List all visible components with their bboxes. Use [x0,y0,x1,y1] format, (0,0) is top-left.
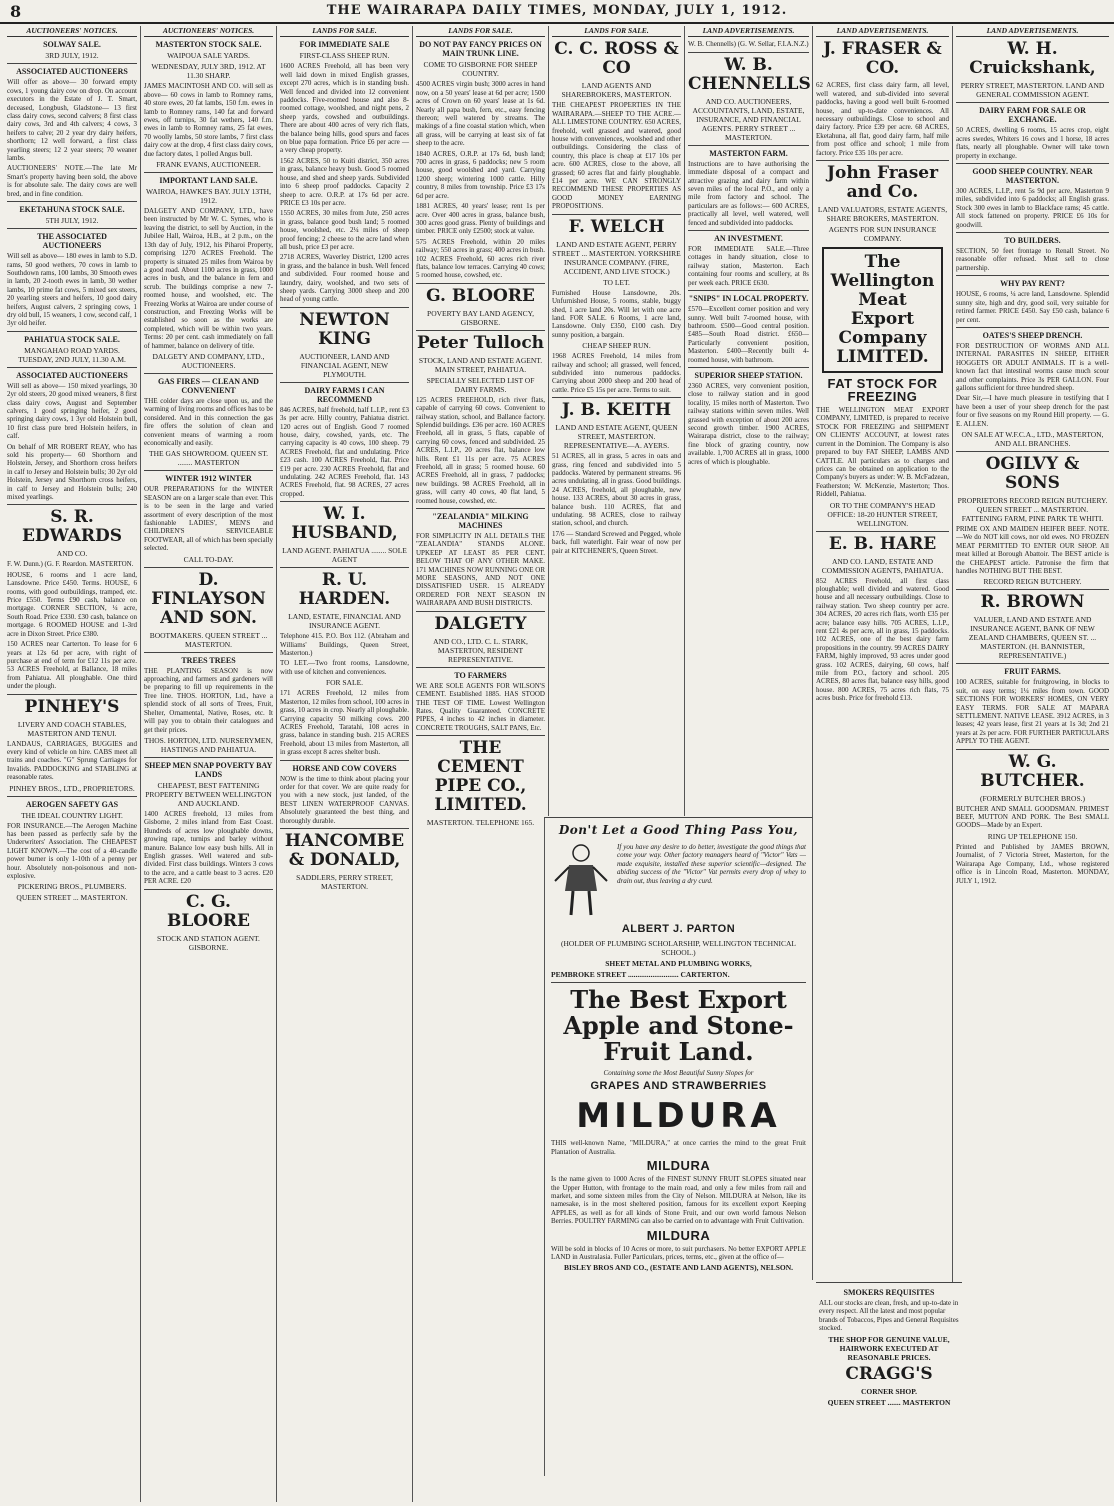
section-header: AUCTIONEERS' NOTICES. [144,27,273,37]
ad-text: 1840 ACRES, O.R.P. at 17s 6d, bush land; 700 acres in grass, 6 paddocks; new 5 room house, good woolshed and yard. Carrying 1200 sheep; wintering 1000 cattle. Hilly country, 8 miles from township. Price £3 17s 6d per acre. [416,149,545,200]
column-1 [4,26,140,1502]
divider [144,567,273,568]
ad-text: 300 ACRES, L.I.P., rent 5s 9d per acre, Masterton 9 miles, subdivided into 6 paddocks; all English grass. Stock 300 ewes in lamb to Blackface rams; 45 cattle. All stock fattened on property. PRICE £6 10s for goodwill. [956,187,1109,229]
ad-subheading: TO LET. [603,277,630,287]
ad-subheading: AUCTIONEER, LAND AND FINANCIAL AGENT, NEW PLYMOUTH. [299,351,390,379]
ad-text: 17/6 — Standard Screwed and Pegged, whole back, full waterlight. Fair wear of now per pair at KITCHENER'S, Queen Street. [552,529,681,555]
ad-subheading: LAND AND ESTATE AGENT, QUEEN STREET, MASTERTON. REPRESENTATIVE—A. AYERS. [555,423,678,451]
ad-text: Instructions are to have authorising the immediate disposal of a compact and attractive grazing and dairy farm within seven miles of the local P.O., and only a mile from factory and school. The particulars are as follows:— 600 ACRES, practically all level, well watered, well fenced and subdivided into paddocks. [688,159,809,227]
ad-heading: ASSOCIATED AUCTIONEERS [16,370,128,380]
ad-subheading: QUEEN STREET ... MASTERTON. [16,893,128,903]
ad-subheading: AND CO. [56,549,88,559]
ad-subheading: RING UP TELEPHONE 150. [987,831,1078,841]
ad-text: F. W. Dunn.) (G. F. Reardon. MASTERTON. [7,560,134,569]
best-export-heading: The Best Export Apple and Stone-Fruit Land. [563,985,794,1066]
ad-subheading: LAND AND ESTATE AGENT, PERRY STREET ... MASTERTON. YORKSHIRE INSURANCE COMPANY. (FIRE, ACCIDENT, AND LIVE STOCK.) [552,239,681,276]
ad-subheading: BOOTMAKERS. QUEEN STREET ... MASTERTON. [149,630,268,649]
vats-text: If you have any desire to do better, investigate the good things that come your way. Other factory managers heard of "Victor" Vats — made exquisite, installed these superior scientific—designed. The abiding success of the "Victor" Vat permits every drop of whey to drain out, thus leaving a dry curd. [617,843,806,885]
ad-text: 171 ACRES Freehold, 12 miles from Masterton, 12 miles from school, 100 acres in grass, 10 acres in crop. Nearly all ploughable. Carrying capacity 50 milking cows. 200 ACRES Freehold, Taratahi, 108 acres in grass, balance in standing bush. 215 ACRES Freehold, about 13 miles from Masterton, all in grass except 8 acres shelter bush. [280,689,409,757]
ad-text: TO LET.—Two front rooms, Lansdowne, with use of kitchen and conveniences. [280,659,409,676]
divider [416,611,545,612]
ad-heading: TO BUILDERS. [1004,236,1061,246]
mildura-small-heading: MILDURA [646,1158,711,1174]
ad-subheading: THE GAS SHOWROOM. QUEEN ST. ........ MASTERTON [148,449,269,468]
ad-heading: FOR IMMEDIATE SALE [299,40,390,50]
divider [552,397,681,398]
divider [144,172,273,173]
mildura-body: Is the name given to 1000 Acres of the FINEST SUNNY FRUIT SLOPES situated near the Upper Hutton, with frontage to the main road, and only a few miles from rail and market, and some sixteen miles from the City of Nelson. MILDURA at Nelson, like its namesake, is in the most sheltered position, famous for its excellent export Keeping APPLES, as well as for all kinds of Stone Fruit, and our own world famous Nelson Berries. POULTRY FARMING can also be carried on to advantage with Fruit Cultivation. [551,1175,806,1226]
ad-text: OUR PREPARATIONS for the WINTER SEASON are on a larger scale than ever. This is to be seen in the large and varied assortment of every description of the most fashionable LADIES', MEN'S and CHILDREN'S SERVICEABLE FOOTWEAR, all of which has been specially selected. [144,485,273,553]
ad-text: 1400 ACRES freehold, 13 miles from Gisborne, 2 miles inland from East Coast. Hundreds of acres low ploughable downs, growing rape, turnips and barley without manure. Balance low easy bush hills. All in English grasses. Well watered and sub-divided. First class buildings. Winters 3 cows to the acre, and a cattle beast to 3 acres. £20 PER ACRE. £20 [144,809,273,886]
boxed-ad-subheading: FAT STOCK FOR FREEZING [827,376,938,405]
ad-subheading: COME TO GISBORNE FOR SHEEP COUNTRY. [423,60,538,79]
ad-text: THE PLANTING SEASON is now approaching, and farmers and gardeners will be preparing to fill up requirements in the Tree line. THOS. HORTON, Ltd., have a splendid stock of all sorts of Trees, Fruit, Shelter, Ornamental, Native, Roses, etc. It will pay you to obtain their catalogues and get their prices. [144,666,273,734]
divider [956,102,1109,103]
ad-text: FOR INSURANCE.—The Aerogen Machine has been passed as perfectly safe by the Underwriters' Association. The CHEAPEST LIGHT KNOWN.—The cost of a 40-candle power burner is only 1-10th of a penny per hour. Absolutely non-poisonous and non-explosive. [7,821,137,880]
advertiser-name: NEWTON KING [299,309,390,349]
ad-text: FOR DESTRUCTION OF WORMS AND ALL INTERNAL PARASITES IN SHEEP, EITHER HOGGETS OR ADULT ANIMALS. IT is a well-known fact that intestinal worms cause much scour and other complaints. Price 3s PER GALLON. Four gallons sufficient for three hundred sheep. [956,341,1109,392]
ad-text: Furnished House Lansdowne, 20s. Unfurnished House, 5 rooms, stable, buggy shed, 1 acre land 20s. Will let with one acre land. FOR SALE. 6 Rooms, 1 acre land, Lansdowne. Only £350, £100 cash. Dry sunny position, a bargain. [552,288,681,339]
ad-heading: FRUIT FARMS. [1004,667,1061,677]
divider [956,663,1109,664]
ad-text: THE WELLINGTON MEAT EXPORT COMPANY, LIMITED, is prepared to receive STOCK FOR FREEZING and SHIPMENT ON CLIENTS' ACCOUNT, at lowest rates current in the Dominion. The Company is also prepared to buy FAT SHEEP, LAMBS AND CATTLE. All particulars as to charges and prices can be obtained on application to the Company's buyers as under: W. B. McFadzean, Featherston; W. McKenzie, Masterton; Thos. Riddell, Pahiatua. [816,406,949,499]
divider [280,382,409,383]
ad-text: Will offer as above— 30 forward empty cows, 1 young dairy cow on drop. On account executors in the Estate of J. T. Smart, deceased, Longbush, Gladstone— 13 first class dairy cows, second calvers; 8 first class dairy cows, 3rd and 4th calvers; 4 cows, 3 heifers to calve; 20 2 year dry dairy heifers, shorthorn; 12 well forward, a first class yearling steers; 12 2 year steers; 70 weaner lambs. [7,78,137,163]
ad-heading: WINTER 1912 WINTER [165,474,252,484]
ad-subheading: LAND AGENTS AND SHAREBROKERS, MASTERTON. [561,81,672,100]
section-header: LAND ADVERTISEMENTS. [956,27,1109,37]
divider [7,331,137,332]
advertiser-name: HANCOMBE & DONALD, [284,830,405,870]
ad-heading: IMPORTANT LAND SALE. [159,176,258,186]
divider [7,201,137,202]
advertiser-name: W. G. BUTCHER. [980,751,1085,791]
ad-text: 846 ACRES, half freehold, half L.I.P., rent £3 3s per acre. Hilly country, Pahiatua district. 120 acres out of English. Good 7 roomed house, dairy, cowshed, yards, etc. The carrying capacity is 40 cows, 100 sheep. 79 ACRES Freehold, flat and undulating. Price £23 cash. 100 ACRES Freehold, flat. Price £19 per acre. 230 ACRES Freehold, flat and undulating. 242 ACRES Freehold, flat. 143 ACRES Freehold, flat. 98 ACRES, 27 acres cropped. [280,405,409,498]
ad-heading: PAHIATUA STOCK SALE. [24,334,120,344]
divider [280,501,409,502]
ad-text: 125 ACRES FREEHOLD, rich river flats, capable of carrying 60 cows. Convenient to railway station, school, and Ballance factory. Splendid buildings. £36 per acre. 160 ACRES Freehold, all in grass, 5 flats, capable of carrying 60 cows, fenced and subdivided. 25 ACRES, L.I.P., 20 acres flat, balance low hills. Rent £1 11s per acre. 75 ACRES Freehold, all in grass; 5 roomed house. 60 ACRES Freehold, all in grass, 7 paddocks; new buildings. 98 ACRES Freehold, all in grass, will carry 40 cows, 40 flat land, 5 roomed house, cowshed, etc. [416,395,545,505]
ad-text: PRIME OX AND MAIDEN HEIFER BEEF. NOTE.—We do NOT kill cows, nor old ewes. NO FROZEN MEAT PERMITTED TO ENTER OUR SHOP. All meat killed at Borough Abattoir. The BEST article is the CHEAPEST article. Patronise the firm that handles NOTHING BUT THE BEST. [956,524,1109,575]
ad-text: 1968 ACRES Freehold, 14 miles from railway and school; all grassed, well fenced, subdivided into numerous paddocks. Carrying about 2000 sheep and 200 head of cattle. Price £5 15s per acre. Terms to suit. [552,352,681,394]
advertiser-name: R. BROWN [980,592,1085,613]
divider [552,214,681,215]
section-header: AUCTIONEERS' NOTICES. [7,27,137,37]
section-header: LANDS FOR SALE. [416,27,545,37]
ad-heading: ASSOCIATED AUCTIONEERS [16,67,128,77]
ad-subheading: FIRST-CLASS SHEEP RUN. [299,51,390,61]
ad-subheading: THOS. HORTON, LTD. NURSERYMEN, HASTINGS AND PAHIATUA. [144,735,273,754]
advertiser-name: W. H. Cruickshank, [969,39,1096,79]
ad-heading: SOLWAY SALE. [43,40,101,50]
mildura-heading: MILDURA [576,1096,781,1137]
masthead [0,0,1114,24]
column-3 [276,26,412,1502]
ad-subheading: PICKERING BROS., PLUMBERS. [17,882,127,892]
ad-heading: "SNIPS" IN LOCAL PROPERTY. [688,294,809,304]
section-header: LAND ADVERTISEMENTS. [816,27,949,37]
feature-ads [544,817,812,1476]
divider [7,63,137,64]
ad-text: WE ARE SOLE AGENTS FOR WILSON'S CEMENT. Established 1885. HAS STOOD THE TEST OF TIME. Lowest Wellington Rates. Quality Guaranteed. CONCRETE PIPES, 4 inches to 42 inches in diameter. CONCRETE TROUGHS, SALT PANS, Etc. [416,681,545,732]
divider [956,327,1109,328]
advertiser-name: E. B. HARE [828,533,937,554]
section-header: LAND ADVERTISEMENTS. [688,27,809,37]
ad-heading: AN INVESTMENT. [714,234,783,244]
divider [7,694,137,695]
ad-text: Will sell as above— 150 mixed yearlings, 30 2yr old steers, 20 good mixed weaners, 8 first class dairy cows, August and September calvers, 1 good springing heifer, 2 good springing dairy cows, 1 3yr old Holstein bull, 10 first class pure bred Holstein heifers, in calf. [7,381,137,441]
smokers-ad [816,1282,962,1502]
ad-text: THE CHEAPEST PROPERTIES IN THE WAIRARAPA.—SHEEP TO THE ACRE.—ALL LIMESTONE COUNTRY. 650 ACRES, freehold, well grassed and watered, good house with conveniences, woolshed and other outbuildings. Considering the class of country, this place is cheap at £17 10s per acre. 600 ACRES, close to the above, all grassed; 60 acres flat and fairly ploughable. £14 per acre. WE CAN STRONGLY RECOMMEND THESE PROPERTIES AS GOOD MONEY EARNING PROPOSITIONS. [552,101,681,211]
ad-heading: GAS FIRES — CLEAN AND CONVENIENT [158,376,259,395]
mildura-terms: Will be sold in blocks of 10 Acres or more, to suit purchasers. No better EXPORT APPLE LAND in Australasia. Fuller Particulars, prices, terms, etc., given at the office of— [551,1244,806,1262]
ad-subheading: PERRY STREET, MASTERTON. LAND AND GENERAL COMMISSION AGENT. [960,81,1105,100]
grapes-heading: GRAPES AND STRAWBERRIES [590,1080,767,1093]
ad-text: Dear Sir,—I have much pleasure in testifying that I have been a user of your sheep drench for the past four or five seasons on my Round Hill property. — G. E. ALLEN. [956,394,1109,428]
ad-text: 51 ACRES, all in grass, 5 acres in oats and grass, ring fenced and subdivided into 5 paddocks. Watered by permanent streams. 96 acres undulating, all in grass. Good buildings. 24 ACRES, freehold, all ploughable, new house. 133 ACRES, about 30 acres in grass, balance bush. 110 ACRES, flat and undulating. 98 ACRES, close to railway station, school, and church. [552,452,681,528]
divider [688,230,809,231]
ad-text: SECTION, 50 feet frontage to Renall Street. No reasonable offer refused. Must sell to close partnership. [956,247,1109,272]
advertiser-name: W. B. CHENNELLS [688,54,811,94]
divider [144,470,273,471]
ad-text: HOUSE, 6 rooms and 1 acre land, Lansdowne. Price £450. Terms. HOUSE, 6 rooms, with good outbuildings, tramped, etc. Price £550. Terms £90 cash, balance on mortgage. CORNER SECTION, ¼ acre, South Road. Price £330. £30 cash, balance on mortgage. 6 ROOMED HOUSE and 1-3rd acre in Dixon Street. Price £380. [7,570,137,638]
advertiser-name: F. WELCH [568,216,665,237]
ad-subheading: LIVERY AND COACH STABLES, MASTERTON AND TENUI. [17,719,127,738]
ad-heading: TO FARMERS [454,670,507,680]
ad-subheading: 3RD JULY, 1912. [45,51,99,61]
column-4 [412,26,548,1502]
ad-text: Will sell as above— 180 ewes in lamb to S.D. rams, 50 good wethers, 70 cows in lamb to Southdown rams, 100 lambs, 30 Smooth ewes in lamb, 20 2-tooth ewes in lamb, 30 wether lambs, 10 prime fat cows, 5 mixed sex steers, 20 yearling steers and heifers, 10 good dairy heifers, August calvers, 2 springing cows, 1 dry old bull, 15 weaners, 1 cow, second calf, 1 3yr old heifer. [7,252,137,328]
ad-subheading: CHEAPEST, BEST FATTENING PROPERTY BETWEEN WELLINGTON AND AUCKLAND. [145,780,272,808]
ad-subheading: AND CO. LAND, ESTATE AND COMMISSION AGENTS, PAHIATUA. [821,556,944,575]
advertiser-name: D. FINLAYSON AND SON. [151,569,266,628]
divider [144,889,273,890]
mildura-intro: THIS well-known Name, "MILDURA," at once carries the mind to the great Fruit Plantation of Australia. [551,1139,806,1156]
ad-text: 2718 ACRES, Waverley District, 1200 acres in grass, and the balance in bush. Well fenced and subdivided. Four roomed house and laundry, dairy, woolshed, and two sets of sheep yards. Carrying 3000 sheep and 200 head of young cattle. [280,253,409,304]
ad-text: 50 ACRES, dwelling 6 rooms, 15 acres crop, eight acres swedes, Whiters 16 cows and 1 horse, 18 acres flats, nearly all ploughable. Owner will take town property in exchange. [956,126,1109,160]
ad-subheading: AND CO. AUCTIONEERS, ACCOUNTANTS, LAND, ESTATE, INSURANCE, AND FINANCIAL AGENTS. PERRY STREET ... MASTERTON. [692,96,805,142]
divider [956,749,1109,750]
divider [956,275,1109,276]
ad-subheading: WAIROA, HAWKE'S BAY. JULY 13TH, 1912. [146,187,271,206]
section-header: LANDS FOR SALE. [280,27,409,37]
advertiser-name: G. BLOORE [426,285,535,306]
ad-text: FOR IMMEDIATE SALE.—Three cottages in handy situation, close to railway station, Masterton. Each containing four rooms and scullery, at 8s per week each. PRICE £630. [688,245,809,287]
ad-subheading: SADDLERS, PERRY STREET, MASTERTON. [296,872,393,891]
ad-heading: SHEEP MEN SNAP POVERTY BAY LANDS [144,760,273,779]
ad-subheading: PINHEY BROS., LTD., PROPRIETORS. [9,783,135,793]
divider [144,652,273,653]
ad-text: Printed and Published by JAMES BROWN, Journalist, of 7 Victoria Street, Masterton, for the Wairarapa Age Company, Ltd., whose registered office is in Lincoln Road, Masterton. MONDAY, JULY 1, 1912. [956,842,1109,885]
ad-text: 150 ACRES near Carterton. To lease for 6 years at 12s 6d per acre, with right of purchase at end of term for £12 11s per acre. 53 ACRES Freehold, at Ballance, 18 miles from Pahiatua. All ploughable. One third under the plough. [7,640,137,691]
ad-subheading: AND CO., LTD. C. L. STARK, MASTERTON, RESIDENT REPRESENTATIVE. [433,636,528,664]
ad-text: 1881 ACRES, 40 years' lease; rent 1s per acre. Over 400 acres in grass, balance bush, 300 acres good grass. Plenty of buildings and timber. PRICE only £2500; stock at value. [416,202,545,236]
ad-subheading: LAND VALUATORS, ESTATE AGENTS, SHARE BROKERS, MASTERTON. [817,205,948,224]
ad-subheading: MASTERTON. TELEPHONE 165. [426,818,535,828]
divider [956,589,1109,590]
divider [280,828,409,829]
divider [280,567,409,568]
ad-heading: DO NOT PAY FANCY PRICES ON MAIN TRUNK LINE. [419,40,542,59]
advertiser-name: OGILVY & SONS [985,453,1080,493]
parton-trade: SHEET METAL AND PLUMBING WORKS, [605,959,752,968]
ad-text: NOW is the time to think about placing your order for that cover. We are quite ready for you with a new stock, just landed, of the BEST LINEN WATERPROOF CANVAS. Absolutely guaranteed the best thing, and thoroughly durable. [280,774,409,825]
ad-subheading: CHEAP SHEEP RUN. [582,341,651,351]
ad-subheading: RECORD REIGN BUTCHERY. [983,577,1082,587]
divider [7,228,137,229]
ad-subheading: 5TH JULY, 1912. [45,216,99,226]
ad-text: DALGETY AND COMPANY, LTD., have been instructed by Mr W. C. Symes, who is leaving the district, to sell by Auction, in the Jubilee Hall, Wairoa, H.B., at 2 p.m., on the 13th day of July, 1912, his Piharoi Property, comprising 1270 ACRES Freehold. The property is situated 25 miles from Wairoa by a good road. About 1100 acres in grass, 1000 acres in bush, and the balance in fern and scrub. The buildings comprise a new 7-roomed house, and woolshed, etc. The Freezing Works at Wairoa are under course of construction, and Freezing Works will be established so soon as the works are completed, which will be within two years. Terms: 20 per cent. cash immediately on fall of hammer, balance on delivery of title. [144,207,273,350]
divider [280,760,409,761]
ad-subheading: ON SALE AT W.F.C.A., LTD., MASTERTON, AND ALL BRANCHES. [961,429,1104,448]
ad-subheading: FOR SALE. [325,678,364,688]
divider [688,145,809,146]
smokers-shop: THE SHOP FOR GENUINE VALUE, HAIRWORK EXECUTED AT REASONABLE PRICES. [828,1334,950,1362]
divider [416,667,545,668]
ad-subheading: CALL TO-DAY. [183,554,234,564]
advertiser-name: DALGETY [434,613,527,634]
divider [416,283,545,284]
ad-heading: MASTERTON FARM. [709,148,788,158]
ad-text: FOR SIMPLICITY IN ALL DETAILS THE "ZEALANDIA" STANDS ALONE. UPKEEP AT LEAST 85 PER CENT. BELOW THAT OF ANY OTHER MAKE. 171 MACHINES NOW RUNNING ONE OR MORE SEASONS, AND NOT ONE DISSATISFIED USER. 15 ALREADY ORDERED FOR NEXT SEASON IN WAIRARAPA AND BUSH DISTRICTS. [416,532,545,608]
ad-heading: THE ASSOCIATED AUCTIONEERS [37,232,107,251]
advertiser-name: PINHEY'S [24,696,120,717]
column-8 [952,26,1112,1502]
containing-text: Containing some the Most Beautiful Sunny Slopes for [603,1069,754,1077]
boxed-ad-heading: The Wellington Meat Export Company LIMITED. [822,247,943,373]
ad-subheading: POVERTY BAY LAND AGENCY, GISBORNE. [427,308,534,327]
dont-let-heading: Don't Let a Good Thing Pass You, [558,823,799,837]
ad-subheading: DALGETY AND COMPANY, LTD., AUCTIONEERS. [152,351,265,370]
column-7 [812,26,952,1280]
advertiser-name: W. I. HUSBAND, [291,504,398,544]
mildura-small-heading-2: MILDURA [646,1227,711,1243]
advertiser-name: S. R. EDWARDS [21,507,123,547]
divider [956,232,1109,233]
ad-text: HOUSE, 6 rooms, ¼ acre land, Lansdowne. Splendid sunny site, high and dry, good soil, very suitable for retired farmer. PRICE £450. Say £50 cash, balance 6 per cent. [956,290,1109,324]
ad-text: JAMES MACINTOSH AND CO. will sell as above— 60 cows in lamb to Romney rams, 40 store ewes, 20 fat lambs, 150 f.m. ewes in lamb to Romney rams, 140 fat and forward ewes, off turnips, 30 fat wethers, 140 f.m. ewes in lamb to Romney rams, 25 fat ewes, 70 woolly lambs, 50 store lambs, 7 first class dairy cow at the drop, 4 first class dairy cows, due factory dates, 1 polled Angus bull. [144,82,273,158]
parton-address: PEMBROKE STREET ........................... CARTERTON. [551,970,730,979]
divider [956,163,1109,164]
divider [816,160,949,161]
divider [416,735,545,736]
divider [7,796,137,797]
page-number: 8 [10,2,22,21]
ad-text: 62 ACRES, first class dairy farm, all level, well watered, and sub-divided into several paddocks, having a good well built 6-roomed house, and up-to-date conveniences. All necessary outbuildings. Close to school and dairy factory. Price £39 per acre. 68 ACRES, Eketahuna, all flat, good dairy farm, half mile from post office and school; 1 mile from factory. Price £35 10s per acre. [816,81,949,157]
column-6 [684,26,812,816]
ad-subheading: STOCK, LAND AND ESTATE AGENT. MAIN STREET, PAHIATUA. [418,355,543,374]
ad-subheading: THE IDEAL COUNTRY LIGHT. [21,810,123,820]
ad-heading: WHY PAY RENT? [1000,279,1065,289]
ad-subheading: MANGAHAO ROAD YARDS. TUESDAY, 2ND JULY, 11.30 A.M. [18,345,126,364]
ad-text: 1600 ACRES Freehold, all has been very well laid down in mixed English grasses, except 270 acres, which is in standing bush. Well fenced and divided into 12 convenient paddocks. Five-roomed house and also 8-roomed cottage, woolshed, and night pens, 2 sheep yards, cowshed and outbuildings. There are about 400 acres of very rich flats, the balance being hills, good spurs and faces on blue papa formation. Price £6 per acre — a very cheap property. [280,62,409,155]
divider [280,307,409,308]
smokers-heading: SMOKERS REQUISITES [843,1288,935,1297]
advertiser-name: Peter Tulloch [416,332,545,353]
divider [688,52,809,53]
ad-subheading: WAIPOUA SALE YARDS. [167,51,250,61]
ad-subheading: (FORMERLY BUTCHER BROS.) [979,793,1086,803]
ad-heading: "ZEALANDIA" MILKING MACHINES [432,512,529,531]
advertiser-name: J. FRASER & CO. [823,39,942,79]
victor-vats-ad [551,841,806,919]
parton-sub: (HOLDER OF PLUMBING SCHOLARSHIP, WELLINGTON TECHNICAL SCHOOL.) [560,939,796,957]
advertiser-name: R. U. HARDEN. [298,570,391,610]
craggs-heading: CRAGG'S [845,1363,933,1384]
divider [144,757,273,758]
ad-heading: HORSE AND COW COVERS [292,763,397,773]
ad-text: 2360 ACRES, very convenient position, close to railway station and in good locality, 15 miles north of Masterton. Two railway stations within seven miles. Well grassed with exception of about 200 acres second growth timber. 1900 ACRES, Wairarapa district, close to the railway; fine block of grazing country, now available. 1,700 ACRES all in grass, 1000 acres of which is ploughable. [688,381,809,466]
divider [7,504,137,505]
ad-subheading: AGENTS FOR SUN INSURANCE COMPANY. [828,225,937,244]
column-2 [140,26,276,1502]
advertiser-name: C. G. BLOORE [166,891,251,931]
advertiser-name: C. C. ROSS & CO [554,39,679,79]
ad-text: On behalf of MR ROBERT REAY, who has sold his property— 60 Shorthorn and Holstein, Jersey, and Shorthorn cross heifers in calf to Jersey and Holstein bulls; 30 2yr old Holstein, Jersey and Shorthorn cross heifers, in calf to Jersey and Holstein bulls; 240 mixed yearlings. [7,442,137,502]
divider [688,290,809,291]
advertiser-name: THE CEMENT PIPE CO., LIMITED. [434,738,527,816]
advertiser-name: J. B. KEITH [561,400,672,421]
ad-text: £570—Excellent corner position and very sunny. Well built 7-roomed house, with bathroom. £500—Good central position. £485—South Road district. £650—Particularly convenient position, Masterton. £400—Recently built 4-roomed house, with bathroom. [688,305,809,364]
ad-text: 575 ACRES Freehold, within 20 miles railway; 550 acres in grass; 400 acres in bush. 102 ACRES Freehold, 60 acres rich river flats, balance low terraces. Carrying 40 cows; 5 roomed house, cowshed, etc. [416,237,545,280]
divider [416,330,545,331]
mildura-agents: BISLEY BROS AND CO., (ESTATE AND LAND AGENTS), NELSON. [563,1263,794,1273]
ad-text: Telephone 415. P.O. Box 112. (Abraham and Williams' Buildings, Queen Street, Masterton.) [280,632,409,658]
ad-text: 852 ACRES Freehold, all first class ploughable; well divided and watered. Good house and all necessary outbuildings. Close to railway station. Two sheep country per acre. 304 ACRES, 20 acres rich flats, worth £35 per acre; balance easy hills. 705 ACRES, L.I.P., rent £21 4s per acre, all in grass, 15 paddocks. 102 ACRES, one of the best dairy farm propositions in the country. 99 ACRES DAIRY FARM, highly improved, 93 acres under good grass. 102 ACRES, dairying, 60 cows, half mile from P.O., factory and school. 205 ACRES, 80 acres flat, balance easy hills, good house. 800 ACRES, 75 acres rich flats, 75 acres bush. Price for freehold £13. [816,576,949,703]
craggs-sub: CORNER SHOP. [861,1386,917,1396]
ad-subheading: LAND AGENT. PAHIATUA ........ SOLE AGENT [282,546,407,565]
ad-heading: TREES TREES [181,655,236,665]
ad-subheading: STOCK AND STATION AGENT. GISBORNE. [157,933,260,952]
ad-heading: DAIRY FARM FOR SALE OR EXCHANGE. [979,106,1086,125]
ad-text: 4500 ACRES virgin bush; 3000 acres in hand now, on a 50 years' lease at 6d per acre; 1500 acres of Crown on 60 years' lease at 1s 6d. Nearly all papa bush, fern, etc., easy fencing thereon; well watered by streams. The makings of a fine coastal station which, when all grass, will be carrying at least six of fat sheep to the acre. [416,80,545,148]
ad-text: THE colder days are close upon us, and the warming of living rooms and offices has to be considered. And in this connection the gas fire offers the solution of clean and convenient means of warming a room economically and easily. [144,396,273,447]
ad-subheading: WEDNESDAY, JULY 3RD, 1912. AT 11.30 SHARP. [151,62,266,81]
ad-text: W. B. Chennells) (G. W. Sellar, F.I.A.N.Z.) [688,40,809,49]
ad-heading: DAIRY FARMS I CAN RECOMMEND [304,385,385,404]
ad-text: 1550 ACRES, 30 miles from Jute, 250 acres in grass, balance good bush land; 5 roomed house, woolshed, etc. 2¼ miles of sheep proof fencing; 2 cheese to the acre land when all bush, price £3 per acre. [280,209,409,251]
ad-subheading: OR TO THE COMPANY'S HEAD OFFICE: 18-20 HUNTER STREET, WELLINGTON. [827,500,938,528]
column-5 [548,26,684,816]
divider [551,982,806,983]
divider [7,367,137,368]
ad-heading: GOOD SHEEP COUNTRY. NEAR MASTERTON. [972,167,1093,186]
ad-text: AUCTIONEERS' NOTE.—The late Mr Smart's property having been sold, the above is for absolute sale. The dairy cows are well bred, and in fine condition. [7,164,137,198]
divider [816,531,949,532]
man-figure-icon [551,841,611,919]
ad-heading: AEROGEN SAFETY GAS [25,799,119,809]
ad-heading: OATES'S SHEEP DRENCH. [982,330,1083,340]
smokers-body: ALL our stocks are clean, fresh, and up-to-date in every respect. All the latest and most popular brands of Tobaccos, Pipes and General Requisites stocked. [819,1299,959,1333]
ad-subheading: SPECIALLY SELECTED LIST OF DAIRY FARMS. [426,375,535,394]
craggs-address: QUEEN STREET ....... MASTERTON [827,1397,951,1407]
ad-heading: SUPERIOR SHEEP STATION. [694,370,803,380]
ad-subheading: PROPRIETORS RECORD REIGN BUTCHERY. QUEEN STREET ... MASTERTON. FATTENING FARM, PINE PARK TE WHITI. [957,495,1108,523]
ad-text: BUTCHER AND SMALL GOODSMAN. PRIMEST BEEF, MUTTON AND PORK. The Best SMALL GOODS—Made by an Expert. [956,804,1109,830]
masthead-heading: THE WAIRARAPA DAILY TIMES, MONDAY, JULY 1, 1912. [326,3,788,18]
ad-subheading: FRANK EVANS, AUCTIONEER. [156,160,261,170]
ad-text: 1562 ACRES, 50 to Kuiti district, 350 acres in grass, balance heavy bush. Good 5 roomed house, and shed and sheep yards. Subdivided into 6 sheep proof paddocks. Capacity 2 sheep to acre. O.R.P. at 17s 6d per acre. PRICE £3 10s per acre. [280,156,409,207]
divider [956,451,1109,452]
ad-text: 100 ACRES, suitable for fruitgrowing, in blocks to suit, on easy terms; 1¼ miles from town. GOOD SECTIONS FOR WORKERS' HOMES, ON VERY EASY TERMS. FOR SALE AT MAPARA SETTLEMENT. NATIVE LEASE. 3912 ACRES, in 3 leases; 42 years lease, first 21 years at 1s 3d; 2nd 21 years at 2s per acre. FOR FURTHER PARTICULARS APPLY TO THE AGENT. [956,678,1109,746]
ad-text: LANDAUS, CARRIAGES, BUGGIES and every kind of vehicle on hire. CABS meet all trains and coaches. "G" Sprung Carriages for Invalids. PADDOCKING and STABLING at reasonable rates. [7,739,137,782]
ad-heading: EKETAHUNA STOCK SALE. [19,205,125,215]
ad-subheading: VALUER, LAND AND ESTATE AND INSURANCE AGENT, BANK OF NEW ZEALAND CHAMBERS, QUEEN ST. ... MASTERTON. (H. BANNISTER, REPRESENTATIVE.) [968,615,1097,661]
parton-name: ALBERT J. PARTON [621,923,736,935]
section-header: LANDS FOR SALE. [552,27,681,37]
advertiser-name: John Fraser and Co. [826,163,939,203]
divider [144,373,273,374]
ad-heading: MASTERTON STOCK SALE. [155,40,262,50]
divider [416,508,545,509]
ad-subheading: LAND, ESTATE, FINANCIAL AND INSURANCE AGENT. [288,612,401,631]
divider [688,367,809,368]
